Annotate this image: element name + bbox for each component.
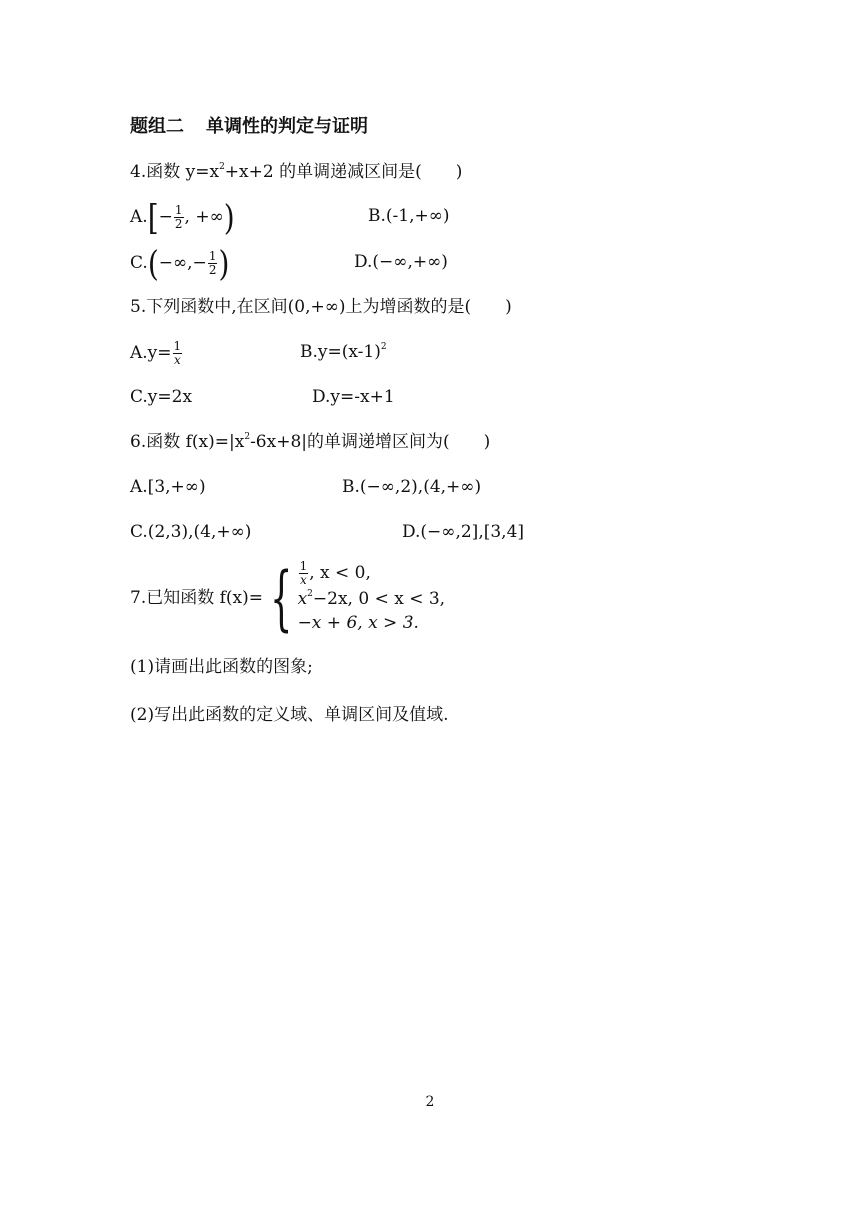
q6-option-d: D.(−∞,2],[3,4] xyxy=(402,522,525,542)
case-2: $x^2-2x$, 0 < x < 3, xyxy=(297,589,446,609)
q4-option-b: B.(-1,+∞) xyxy=(368,206,450,226)
q4-option-d: D.(−∞,+∞) xyxy=(354,252,448,272)
q5-option-a: A.y= $\frac{1}{x}$ xyxy=(130,339,182,367)
q6-option-c: C.(2,3),(4,+∞) xyxy=(130,522,252,542)
piecewise-brace: { xyxy=(270,556,293,639)
q6-option-a: A.[3,+∞) xyxy=(130,477,206,497)
q7-subquestion-2: (2)写出此函数的定义域、单调区间及值域. xyxy=(130,705,449,725)
q7-subquestion-1: (1)请画出此函数的图象; xyxy=(130,657,313,677)
q5-option-d: D.y=-x+1 xyxy=(312,387,395,407)
q7-stem: 7.已知函数 f(x)= { $\frac{1}{x}$ , x < 0, $x^2-2x$, 0 < x < 3, −x + 6, x > 3. xyxy=(130,556,446,639)
section-heading xyxy=(130,115,368,139)
piecewise-cases xyxy=(298,560,446,635)
q4-option-c: C.(−∞,− $\frac{1}{2}$ ) xyxy=(130,242,230,284)
case-1: $\frac{1}{x}$ , x < 0, xyxy=(299,559,371,587)
case-3: −x + 6, x > 3. xyxy=(297,613,419,633)
q4-option-a: A.[− $\frac{1}{2}$ , +∞) xyxy=(130,196,235,238)
q6-option-b: B.(−∞,2),(4,+∞) xyxy=(342,477,482,497)
heading-group-label: 题组二 xyxy=(130,116,184,137)
q4-stem: 4.函数 $y=x^2+x+2$ 的单调递减区间是( ) xyxy=(130,162,463,182)
q5-option-b: $B.y=(x-1)^2$ xyxy=(300,342,387,362)
q5-stem: 5.下列函数中,在区间(0,+∞)上为增函数的是( ) xyxy=(130,297,512,317)
heading-topic: 单调性的判定与证明 xyxy=(206,116,368,137)
q5-option-c: C.y=2x xyxy=(130,387,193,407)
page-number: 2 xyxy=(425,1094,435,1110)
q6-stem: 6.函数 $f(x)=|x^2-6x+8|$的单调递增区间为( ) xyxy=(130,432,491,452)
